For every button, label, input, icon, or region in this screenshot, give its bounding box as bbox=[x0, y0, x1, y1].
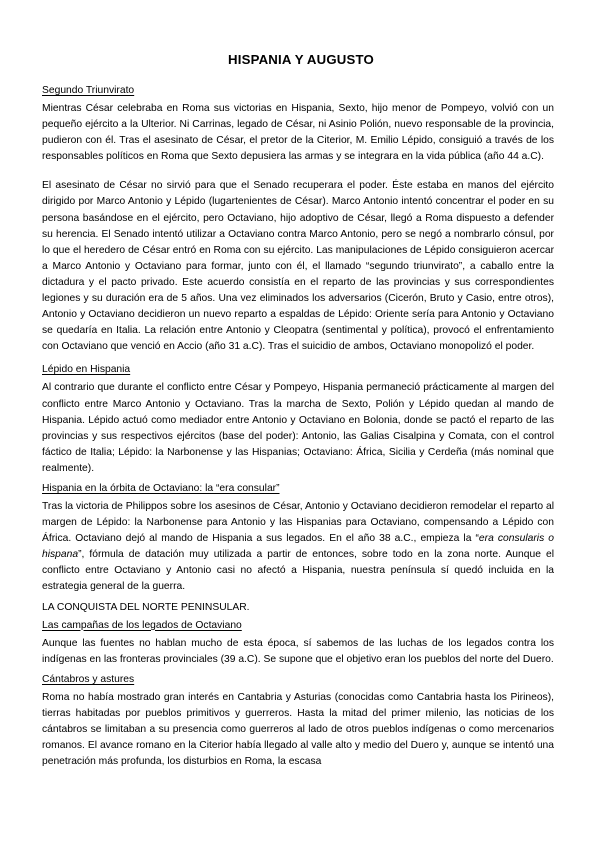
heading-era-consular: Hispania en la órbita de Octaviano: la “era consular” bbox=[42, 482, 280, 494]
paragraph-triunvirato-1: Mientras César celebraba en Roma sus victorias en Hispania, Sexto, hijo menor de Pompeyo, volvió con un pequeño ejército a la Ulterior. Ni Carrinas, legado de César, ni Asinio Polión, nuevo responsable de la provincia, pudieron con él. Tras el asesinato de César, el pretor de la Citerior, M. Emilio Lépido, consiguió a través de los responsables políticos en Roma que Sexto depusiera las armas y se integrara en la vida pública (año 44 a.C). bbox=[42, 103, 554, 163]
paragraph-era-consular-part-a: Tras la victoria de Philippos sobre los asesinos de César, Antonio y Octaviano decidieron remodelar el reparto al margen de Lépido: la Narbonense para Antonio y las Hispanias para Octaviano, compensando a Lépido con África. Octaviano dejó al mando de Hispania a sus legados. En el año 38 a.C., empieza la “ bbox=[42, 500, 554, 545]
heading-cantabros-astures: Cántabros y astures bbox=[42, 673, 135, 685]
heading-lepido-en-hispania: Lépido en Hispania bbox=[42, 364, 131, 376]
heading-campanas-legados: Las campañas de los legados de Octaviano bbox=[42, 619, 242, 631]
heading-segundo-triunvirato: Segundo Triunvirato bbox=[42, 85, 135, 96]
paragraph-era-consular-part-b: ”, fórmula de datación muy utilizada a partir de entonces, sobre todo en la zona norte. Aunque el conflicto entre Octaviano y Antonio casi no afectó a Hispania, nuestra península sí quedó incluida en la estrategia general de la guerra. bbox=[42, 549, 554, 593]
heading-conquista-norte: LA CONQUISTA DEL NORTE PENINSULAR. bbox=[42, 601, 250, 613]
paragraph-cantabros: Roma no había mostrado gran interés en Cantabria y Asturias (conocidas como Cantabria hasta los Pirineos), tierras habitadas por pueblos primitivos y guerreros. Hasta la mitad del primer milenio, las noticias de los cántabros se limitaban a su presencia como guerreros al lado de otros pueblos indígenas o como mercenarios romanos. El avance romano en la Citerior había llegado al valle alto y medio del Duero y, aunque se intentó una penetración más profunda, los disturbios en Roma, la escasa bbox=[42, 691, 554, 768]
era-consularis-term: era consularis o hispana bbox=[42, 533, 554, 561]
paragraph-lepido: Al contrario que durante el conflicto entre César y Pompeyo, Hispania permaneció prácticamente al margen del conflicto entre Marco Antonio y Octaviano. Tras la marcha de Sexto, Polión y Lépido quedan al mando de Hispania. Lépido actuó como mediador entre Antonio y Octaviano en Bolonia, donde se pactó el reparto de las provincias y sus respectivos ejércitos (base del poder): Antonio, las Galias Cisalpina y Comata, con el control fáctico de Italia; Lépido: la Narbonense y las Hispanias; Octaviano: África, Sicilia y Cerdeña (más nominal que realmente). bbox=[42, 382, 554, 474]
document-page bbox=[42, 52, 554, 770]
paragraph-campanas: Aunque las fuentes no hablan mucho de esta época, sí sabemos de las luchas de los legados contra los indígenas en las fronteras provinciales (39 a.C). Se supone que el objetivo eran los pueblos del norte del Duero. bbox=[42, 637, 554, 665]
paragraph-era-consular bbox=[42, 499, 554, 596]
document-title: HISPANIA Y AUGUSTO bbox=[227, 52, 374, 67]
paragraph-triunvirato-2: El asesinato de César no sirvió para que el Senado recuperara el poder. Éste estaba en manos del ejército dirigido por Marco Antonio y Lépido (lugartenientes de César). Marco Antonio intentó concentrar el poder en su persona basándose en el ejército, pero Octaviano, hijo adoptivo de César, llegó a Roma dispuesto a defender su herencia. El Senado intentó utilizar a Octaviano contra Marco Antonio, pero se negó a nombrarlo cónsul, por lo que el heredero de César entró en Roma con su ejército. Las manipulaciones de Lépido consiguieron acercar a Marco Antonio y Octaviano para formar, junto con él, el llamado “segundo triunvirato”, a caballo entre la dictadura y el pacto privado. Este acuerdo consistía en el reparto de las provincias y sus correspondientes legiones y su duración era de 5 años. Una vez eliminados los adversarios (Cicerón, Bruto y Casio, entre otros), Antonio y Octaviano decidieron un nuevo reparto a espaldas de Lépido: Oriente sería para Antonio y Octaviano se quedaría en Italia. La relación entre Antonio y Cleopatra (sentimental y política), provocó el enfrentamiento con Octaviano que venció en Accio (año 31 a.C). Tras el suicidio de ambos, Octaviano monopolizó el poder. bbox=[42, 180, 554, 353]
